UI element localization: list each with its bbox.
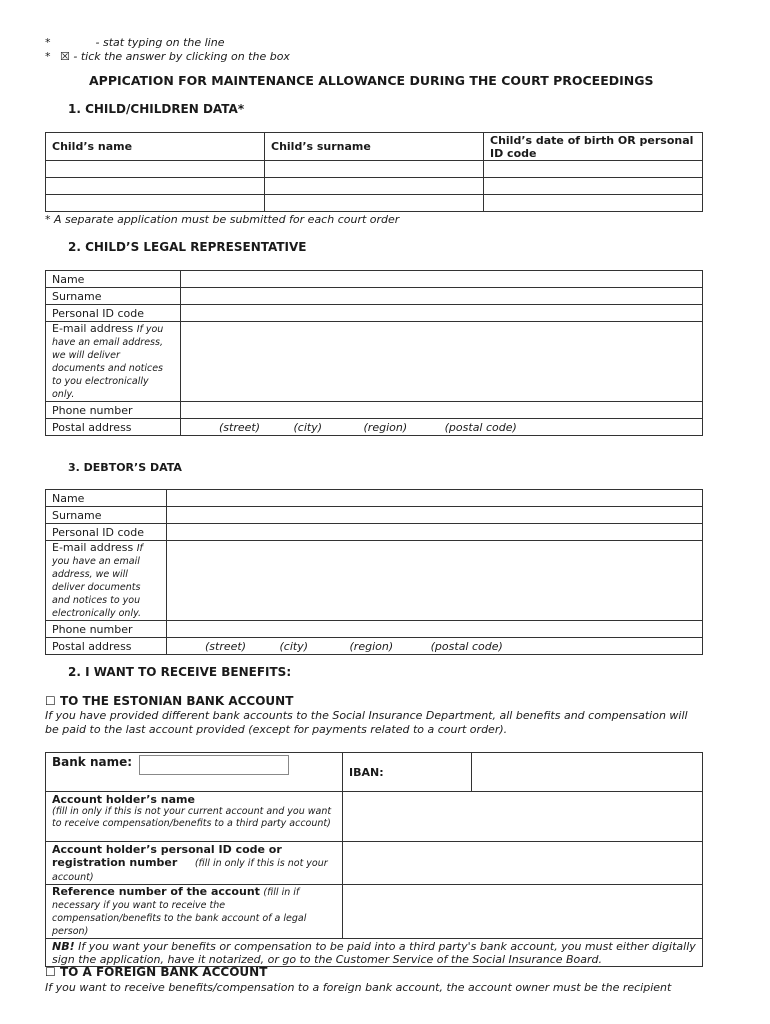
section-heading-representative: 2. CHILD’S LEGAL REPRESENTATIVE <box>68 240 307 254</box>
table-row <box>46 178 703 195</box>
holder-id-label: Account holder’s personal ID code or registration number <box>52 843 282 869</box>
rep-email-field[interactable] <box>181 322 703 402</box>
hint-typing-text: - stat typing on the line <box>95 36 225 49</box>
debtor-phone-label: Phone number <box>46 621 167 638</box>
rep-email-label: E-mail address <box>52 322 134 335</box>
child-surname-field[interactable] <box>265 195 484 212</box>
table-row <box>46 195 703 212</box>
rep-surname-field[interactable] <box>181 288 703 305</box>
rep-phone-field[interactable] <box>181 402 703 419</box>
debtor-name-label: Name <box>46 490 167 507</box>
debtor-postal-label: Postal address <box>46 638 167 655</box>
hint-star: * <box>45 50 51 63</box>
street-hint: (street) <box>219 420 260 434</box>
child-surname-field[interactable] <box>265 178 484 195</box>
region-hint: (region) <box>363 420 408 434</box>
rep-phone-label: Phone number <box>46 402 181 419</box>
child-dob-field[interactable] <box>484 195 703 212</box>
bank-name-input[interactable] <box>139 755 289 775</box>
hint-tick-text: - tick the answer by clicking on the box <box>73 50 290 63</box>
checkbox-icon[interactable]: ☐ <box>45 694 56 708</box>
debtor-table <box>45 489 703 655</box>
city-hint: (city) <box>279 639 309 653</box>
section-heading-benefits: 2. I WANT TO RECEIVE BENEFITS: <box>68 665 292 679</box>
children-footnote: * A separate application must be submitted for each court order <box>45 213 400 226</box>
hint-star: * <box>45 36 51 49</box>
debtor-surname-field[interactable] <box>167 507 703 524</box>
reference-field[interactable] <box>343 885 703 939</box>
rep-postal-field[interactable] <box>181 419 703 436</box>
holder-name-cell <box>46 792 343 842</box>
foreign-account-note: If you want to receive benefits/compensation to a foreign bank account, the account owner must be the recipient <box>45 981 672 994</box>
region-hint: (region) <box>349 639 394 653</box>
debtor-phone-field[interactable] <box>167 621 703 638</box>
reference-note: (fill in if necessary if you want to receive the compensation/benefits to the bank account of a legal person) <box>52 887 307 937</box>
postal-code-hint: (postal code) <box>444 420 517 434</box>
debtor-id-label: Personal ID code <box>46 524 167 541</box>
postal-code-hint: (postal code) <box>430 639 503 653</box>
section-heading-debtor: 3. DEBTOR’S DATA <box>68 461 182 474</box>
child-dob-field[interactable] <box>484 178 703 195</box>
bank-table <box>45 752 703 967</box>
child-name-field[interactable] <box>46 178 265 195</box>
foreign-account-option[interactable] <box>45 965 267 979</box>
foreign-account-label: TO A FOREIGN BANK ACCOUNT <box>59 965 268 979</box>
hint-line-tick <box>45 50 290 63</box>
nb-label: NB! <box>52 939 75 953</box>
col-child-name: Child’s name <box>46 133 265 161</box>
rep-email-label-cell <box>46 322 181 402</box>
section-heading-children: 1. CHILD/CHILDREN DATA* <box>68 102 245 116</box>
rep-id-field[interactable] <box>181 305 703 322</box>
col-child-dob: Child’s date of birth OR personal ID code <box>484 133 703 161</box>
debtor-surname-label: Surname <box>46 507 167 524</box>
representative-table <box>45 270 703 436</box>
estonian-account-option[interactable] <box>45 694 293 708</box>
checked-box-icon: ☒ <box>60 50 70 63</box>
holder-id-note: (fill in only if this is not your account) <box>52 858 328 883</box>
child-dob-field[interactable] <box>484 161 703 178</box>
iban-label: IBAN: <box>343 753 472 792</box>
reference-label: Reference number of the account <box>52 885 260 898</box>
holder-id-cell <box>46 842 343 885</box>
street-hint: (street) <box>205 639 246 653</box>
rep-surname-label: Surname <box>46 288 181 305</box>
rep-name-field[interactable] <box>181 271 703 288</box>
reference-cell <box>46 885 343 939</box>
debtor-name-field[interactable] <box>167 490 703 507</box>
bank-name-label: Bank name: <box>52 755 133 769</box>
child-surname-field[interactable] <box>265 161 484 178</box>
holder-name-label: Account holder’s name <box>52 793 195 806</box>
debtor-email-label: E-mail address <box>52 541 134 554</box>
city-hint: (city) <box>293 420 323 434</box>
children-table <box>45 132 703 212</box>
estonian-account-label: TO THE ESTONIAN BANK ACCOUNT <box>59 694 294 708</box>
holder-id-field[interactable] <box>343 842 703 885</box>
holder-name-note: (fill in only if this is not your current account and you want to receive compensation/benefits to a third party account) <box>52 806 332 829</box>
rep-name-label: Name <box>46 271 181 288</box>
debtor-email-note: If you have an email address, we will deliver documents and notices to you electronically only. <box>52 543 143 619</box>
rep-id-label: Personal ID code <box>46 305 181 322</box>
hint-line-typing <box>45 36 224 49</box>
debtor-postal-field[interactable] <box>167 638 703 655</box>
debtor-email-label-cell <box>46 541 167 621</box>
page-title: APPICATION FOR MAINTENANCE ALLOWANCE DURING THE COURT PROCEEDINGS <box>89 73 654 88</box>
col-child-surname: Child’s surname <box>265 133 484 161</box>
rep-postal-label: Postal address <box>46 419 181 436</box>
table-header-row <box>46 133 703 161</box>
debtor-email-field[interactable] <box>167 541 703 621</box>
nb-notice <box>46 939 703 967</box>
iban-field[interactable] <box>472 753 703 792</box>
child-name-field[interactable] <box>46 195 265 212</box>
nb-text: If you want your benefits or compensation to be paid into a third party's bank account, you must either digitally sign the application, have it notarized, or go to the Customer Service of the Social Insurance Board. <box>52 939 696 966</box>
debtor-id-field[interactable] <box>167 524 703 541</box>
rep-email-note: If you have an email address, we will deliver documents and notices to you electronically only. <box>52 324 164 400</box>
child-name-field[interactable] <box>46 161 265 178</box>
table-row <box>46 161 703 178</box>
holder-name-field[interactable] <box>343 792 703 842</box>
estonian-account-note: If you have provided different bank accounts to the Social Insurance Department, all benefits and compensation will be paid to the last account provided (except for payments related to a court order). <box>45 709 688 736</box>
checkbox-icon[interactable]: ☐ <box>45 965 56 979</box>
